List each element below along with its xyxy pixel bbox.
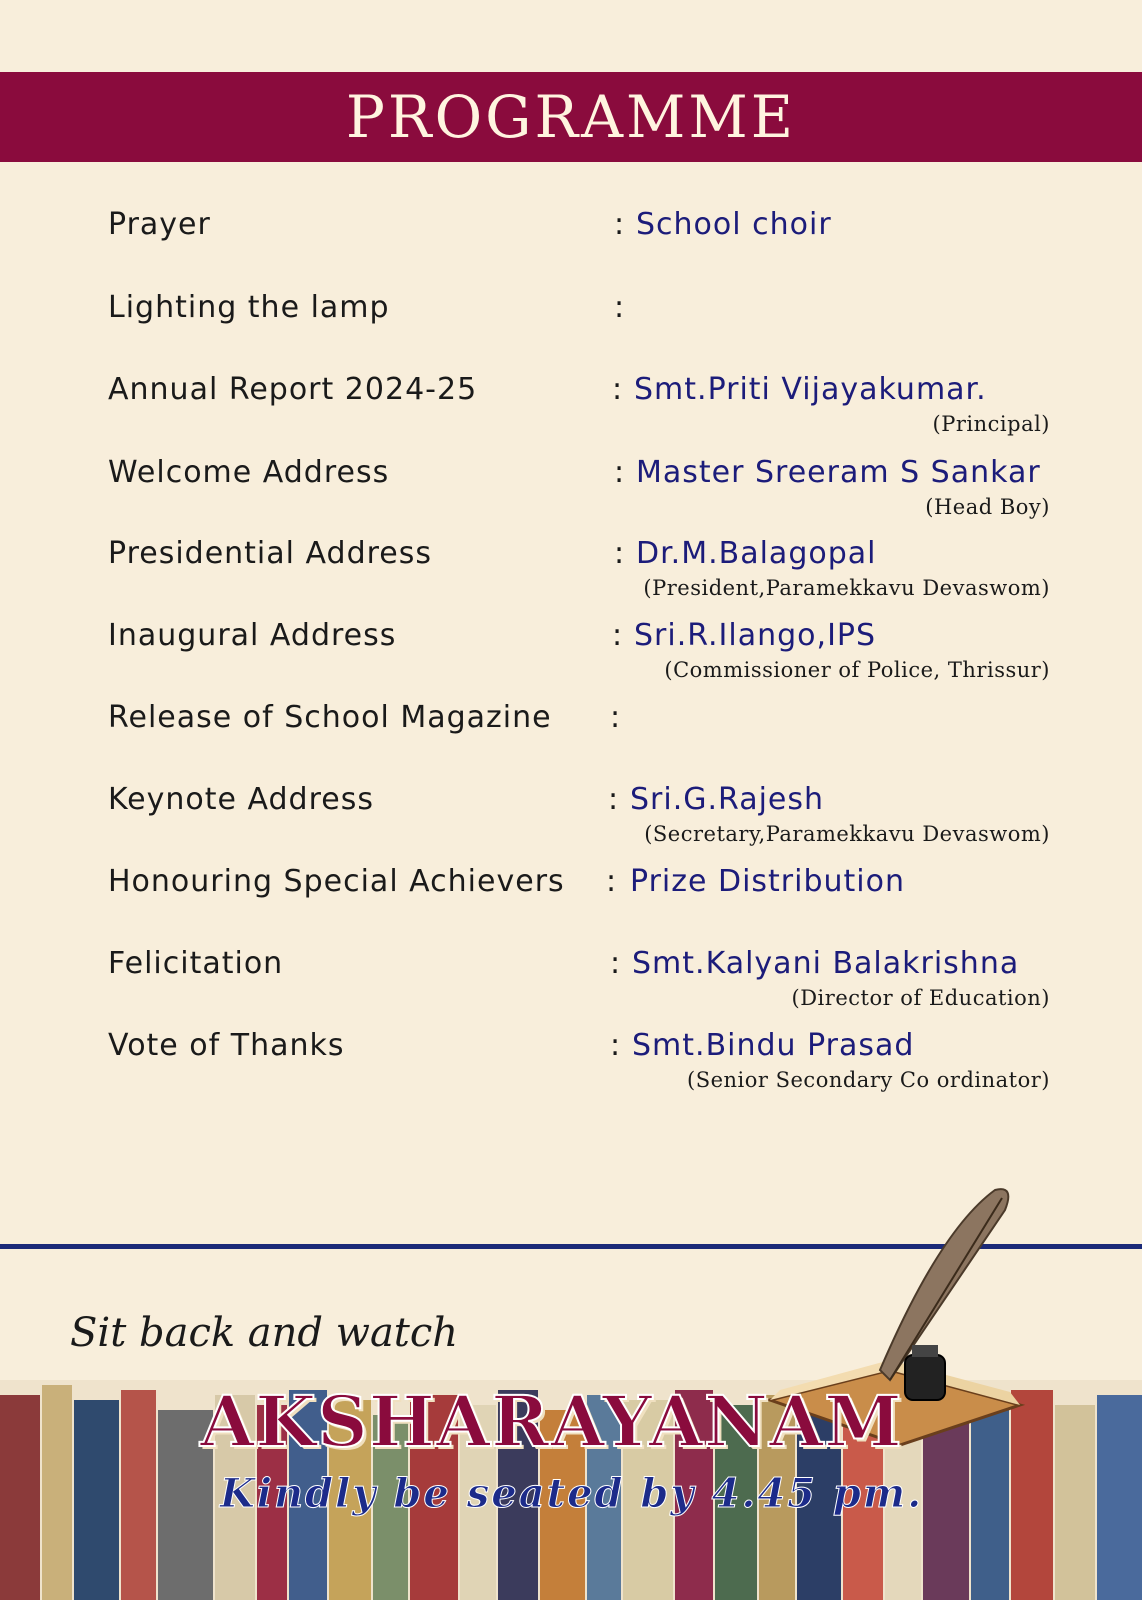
programme-label: Lighting the lamp bbox=[108, 290, 390, 325]
programme-value: Dr.M.Balagopal bbox=[636, 536, 877, 571]
programme-role: (Commissioner of Police, Thrissur) bbox=[664, 658, 1050, 682]
programme-label: Annual Report 2024-25 bbox=[108, 372, 478, 407]
page-title: PROGRAMME bbox=[345, 83, 797, 151]
programme-value: Sri.G.Rajesh bbox=[630, 782, 825, 817]
programme-role: (Secretary,Paramekkavu Devaswom) bbox=[644, 822, 1050, 846]
separator: : bbox=[614, 207, 625, 242]
programme-role: (Director of Education) bbox=[791, 986, 1050, 1010]
separator: : bbox=[608, 782, 619, 817]
programme-value: Smt.Priti Vijayakumar. bbox=[634, 372, 987, 407]
seating-note: Kindly be seated by 4.45 pm. bbox=[220, 1470, 924, 1517]
programme-label: Honouring Special Achievers bbox=[108, 864, 565, 899]
separator: : bbox=[614, 536, 625, 571]
programme-role: (Senior Secondary Co ordinator) bbox=[687, 1068, 1050, 1092]
separator: : bbox=[614, 290, 625, 325]
programme-value: Prize Distribution bbox=[630, 864, 905, 899]
programme-label: Release of School Magazine bbox=[108, 700, 552, 735]
programme-label: Welcome Address bbox=[108, 455, 390, 490]
tagline: Sit back and watch bbox=[70, 1310, 459, 1356]
title-banner bbox=[0, 72, 1142, 162]
programme-label: Vote of Thanks bbox=[108, 1028, 345, 1063]
programme-value: Smt.Kalyani Balakrishna bbox=[632, 946, 1020, 981]
separator: : bbox=[610, 1028, 621, 1063]
programme-value: Sri.R.Ilango,IPS bbox=[634, 618, 877, 653]
programme-label: Prayer bbox=[108, 207, 211, 242]
separator: : bbox=[610, 700, 621, 735]
separator: : bbox=[614, 455, 625, 490]
programme-role: (President,Paramekkavu Devaswom) bbox=[643, 576, 1050, 600]
event-title: AKSHARAYANAM bbox=[200, 1380, 903, 1463]
programme-value: Smt.Bindu Prasad bbox=[632, 1028, 915, 1063]
programme-role: (Principal) bbox=[932, 412, 1050, 436]
programme-label: Keynote Address bbox=[108, 782, 374, 817]
programme-label: Presidential Address bbox=[108, 536, 432, 571]
separator: : bbox=[612, 618, 623, 653]
programme-label: Felicitation bbox=[108, 946, 284, 981]
programme-label: Inaugural Address bbox=[108, 618, 397, 653]
programme-role: (Head Boy) bbox=[925, 495, 1050, 519]
programme-value: Master Sreeram S Sankar bbox=[636, 455, 1041, 490]
separator: : bbox=[612, 372, 623, 407]
separator: : bbox=[610, 946, 621, 981]
separator: : bbox=[606, 864, 617, 899]
programme-value: School choir bbox=[636, 207, 832, 242]
